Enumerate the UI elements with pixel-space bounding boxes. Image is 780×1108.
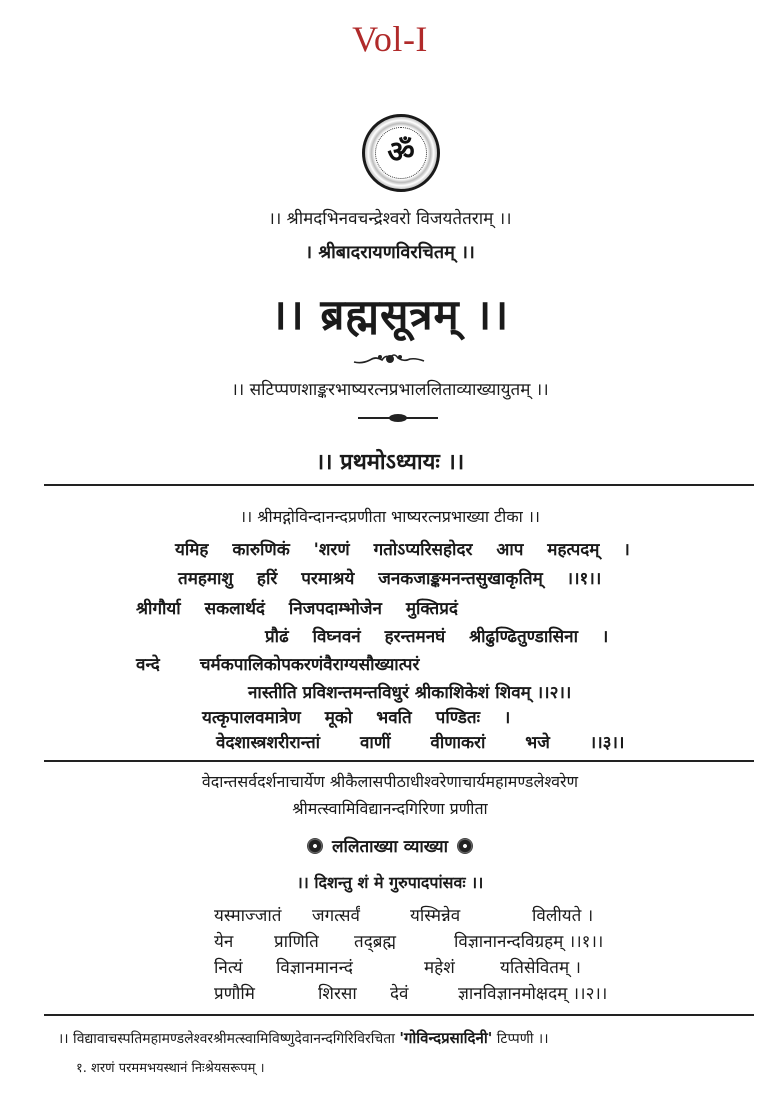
lalita-author-line: श्रीमत्स्वामिविद्यानन्दगिरिणा प्रणीता (292, 799, 488, 818)
page-title: ।। ब्रह्मसूत्रम् ।। (270, 290, 510, 339)
verse-word: विज्ञानानन्दविग्रहम् ।।१।। (454, 932, 604, 952)
verse-word: विज्ञानमानन्दं (276, 958, 353, 978)
footnote-heading-prefix: ।। विद्यावाचस्पतिमहामण्डलेश्वरश्रीमत्स्वामिविष्णुदेवानन्दगिरिविरचिता (58, 1031, 395, 1047)
verse-line (214, 903, 593, 926)
verse-word: येन (214, 932, 234, 952)
footnote-heading-suffix: टिप्पणी ।। (496, 1031, 549, 1047)
section-divider (44, 760, 754, 762)
verse-line: यत्कृपालवमात्रेण मूको भवति पण्डितः । (202, 708, 511, 728)
lalita-heading (0, 834, 780, 857)
verse-word: यस्मिन्नेव (410, 906, 461, 926)
divider-ornament-icon (356, 412, 440, 424)
benediction-line: ।। दिशन्तु शं मे गुरुपादपांसवः ।। (296, 873, 484, 892)
rosette-icon (308, 839, 322, 853)
verse-line (214, 929, 603, 952)
flourish-ornament-icon (352, 350, 426, 366)
verse-line: प्रौढं विघ्नवनं हरन्तमनघं श्रीढुण्ढितुण्डासिना । (265, 627, 609, 647)
footnote-divider (44, 1014, 754, 1016)
om-icon: ॐ (375, 127, 427, 179)
verse-word: यस्माज्जातं (214, 906, 282, 926)
verse-word: प्राणिति (274, 932, 319, 952)
verse-text: चर्मकपालिकोपकरणंवैराग्यसौख्यात्परं (199, 655, 420, 675)
om-seal-emblem (362, 114, 440, 192)
author-line: । श्रीबादरायणविरचितम् ।। (305, 242, 475, 263)
verse-word: विलीयते । (532, 906, 594, 926)
subtitle-line: ।। सटिप्पणशाङ्करभाष्यरत्नप्रभाललिताव्याख्यायुतम् ।। (231, 380, 549, 400)
verse-word: तद्ब्रह्म (354, 932, 397, 952)
volume-label: Vol-I (352, 19, 428, 59)
verse-line (214, 981, 607, 1004)
verse-word: ज्ञानविज्ञानमोक्षदम् ।।२।। (458, 984, 608, 1004)
footnote-heading (58, 1028, 549, 1048)
invocation-line: ।। श्रीमदभिनवचन्द्रेश्वरो विजयतेतराम् ।। (268, 209, 512, 229)
verse-word: नित्यं (214, 958, 243, 978)
verse-prefix: वन्दे (136, 655, 160, 675)
lalita-heading-text: ललिताख्या व्याख्या (332, 837, 448, 857)
verse-word: प्रणौमि (214, 984, 255, 1004)
section-divider (44, 484, 754, 486)
tika-heading: ।। श्रीमद्गोविन्दानन्दप्रणीता भाष्यरत्नप्रभाख्या टीका ।। (240, 507, 540, 526)
verse-line: तमहमाशु हरिं परमाश्रये जनकजाङ्कमनन्तसुखाकृतिम् ।।१।। (178, 569, 602, 589)
verse-word: देवं (390, 984, 409, 1004)
verse-word: यतिसेवितम् । (500, 958, 582, 978)
chapter-heading: ।। प्रथमोऽध्यायः ।। (315, 450, 465, 475)
verse-word: शिरसा (318, 984, 357, 1004)
verse-line (136, 652, 419, 675)
verse-line: यमिह कारुणिकं 'शरणं गतोऽप्यरिसहोदर आप महत्पदम् । (175, 540, 630, 560)
verse-line (214, 955, 581, 978)
verse-word: जगत्सर्वं (312, 906, 360, 926)
lalita-author-line: वेदान्तसर्वदर्शनाचार्येण श्रीकैलासपीठाधीश्वरेणाचार्यमहामण्डलेश्वरेण (201, 772, 579, 791)
verse-line: वेदशास्त्रशरीरान्तां वाणीं वीणाकरां भजे ।।३।। (216, 733, 625, 753)
verse-line: श्रीगौर्या सकलार्थदं निजपदाम्भोजेन मुक्तिप्रदं (136, 599, 458, 619)
verse-word: महेशं (424, 958, 455, 978)
footnote-heading-title: 'गोविन्दप्रसादिनी' (399, 1029, 493, 1047)
rosette-icon (458, 839, 472, 853)
footnote-1: १. शरणं परममभयस्थानं निःश्रेयसरूपम् । (76, 1061, 265, 1076)
verse-line: नास्तीति प्रविशन्तमन्तविधुरं श्रीकाशिकेशं शिवम् ।।२।। (248, 683, 572, 703)
